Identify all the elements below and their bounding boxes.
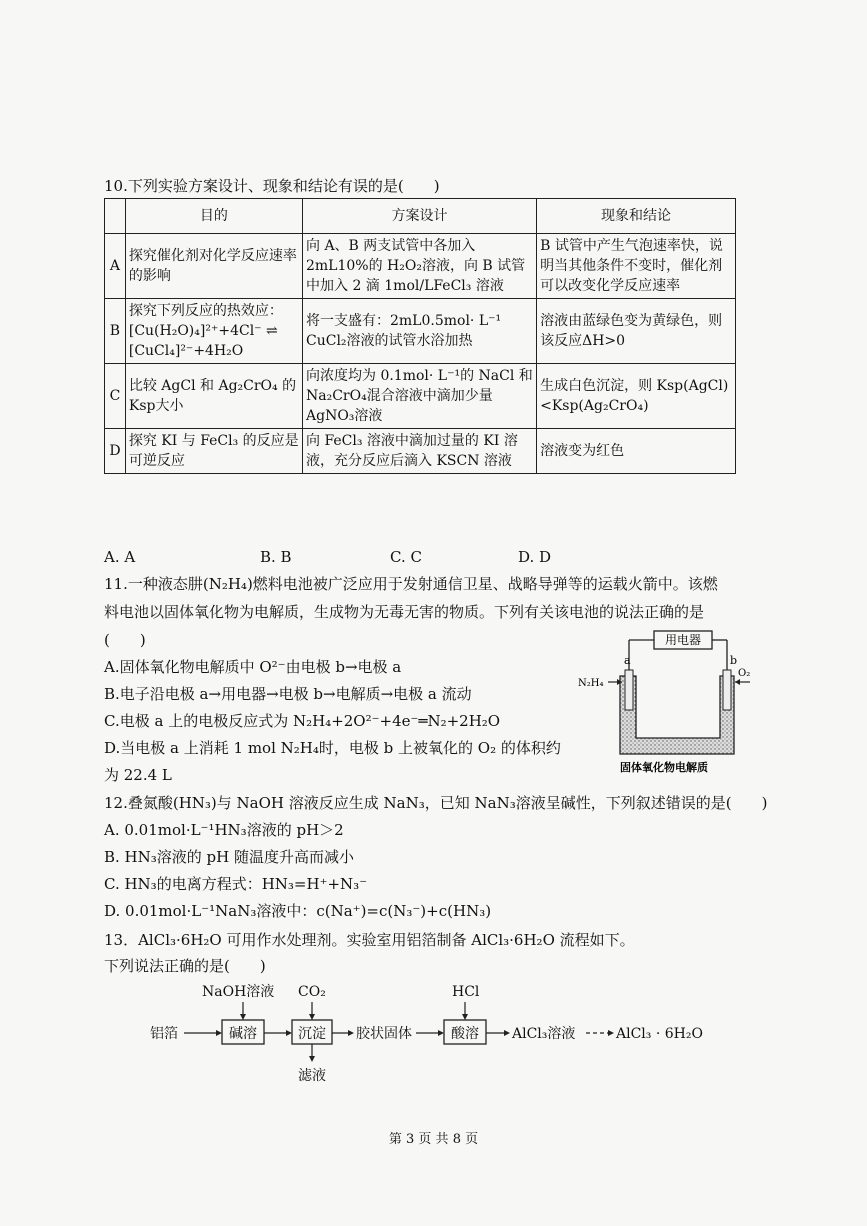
row-label: C: [105, 364, 126, 429]
q12-option-b: B. HN₃溶液的 pH 随温度升高而减小: [104, 848, 354, 866]
row-purpose: 探究 KI 与 FeCl₃ 的反应是可逆反应: [125, 429, 302, 474]
flow-box2-label: 沉淀: [298, 1026, 326, 1042]
q12-stem: 12.叠氮酸(HN₃)与 NaOH 溶液反应生成 NaN₃，已知 NaN₃溶液呈碱性，下列叙述错误的是( ): [104, 794, 768, 812]
row-design: 向浓度均为 0.1mol· L⁻¹的 NaCl 和 Na₂CrO₄混合溶液中滴加少量AgNO₃溶液: [303, 364, 537, 429]
table-row: [105, 364, 736, 429]
o2-arrowhead-icon: [735, 679, 740, 685]
row-label: A: [105, 234, 126, 299]
q10-option-a: A. A: [104, 548, 136, 566]
row-label: B: [105, 299, 126, 364]
fuel-cell-diagram: [574, 628, 754, 778]
q10-option-c: C. C: [390, 548, 422, 566]
flow-start: 铝箔: [150, 1026, 178, 1042]
row-result: 溶液变为红色: [537, 429, 736, 474]
header-design: 方案设计: [303, 199, 537, 234]
q11-option-c: C.电极 a 上的电极反应式为 N₂H₄+2O²⁻+4e⁻═N₂+2H₂O: [104, 712, 501, 730]
table-header-row: [105, 199, 736, 234]
flow-arrowhead-icon: [240, 1014, 246, 1020]
flow-arrowhead-icon: [309, 1014, 315, 1020]
device-label: 用电器: [664, 633, 702, 647]
electrode-a-label: a: [624, 654, 631, 667]
row-design: 向 FeCl₃ 溶液中滴加过量的 KI 溶液，充分反应后滴入 KSCN 溶液: [303, 429, 537, 474]
electrode-a: [625, 670, 633, 710]
electrode-b-label: b: [730, 654, 738, 667]
q11-option-a: A.固体氧化物电解质中 O²⁻由电极 b→电极 a: [104, 658, 402, 676]
flow-filtrate: 滤液: [298, 1068, 326, 1084]
page-footer: 第 3 页 共 8 页: [388, 1132, 479, 1147]
q10-table: [104, 198, 736, 474]
table-row: [105, 429, 736, 474]
header-result: 现象和结论: [537, 199, 736, 234]
table-corner-cell: [105, 199, 126, 234]
flow-arrowhead-icon: [608, 1030, 614, 1036]
q12-option-c: C. HN₃的电离方程式：HN₃=H⁺+N₃⁻: [104, 875, 368, 893]
flow-arrowhead-icon: [462, 1014, 468, 1020]
diagram-caption: 固体氧化物电解质: [620, 761, 708, 774]
row-result: 生成白色沉淀，则 Ksp(AgCl)<Ksp(Ag₂CrO₄): [537, 364, 736, 429]
electrolyte-vessel: [620, 676, 734, 754]
row-result: 溶液由蓝绿色变为黄绿色，则该反应ΔH>0: [537, 299, 736, 364]
q11-option-d-line1: D.当电极 a 上消耗 1 mol N₂H₄时，电极 b 上被氧化的 O₂ 的体积约: [104, 739, 561, 757]
flow-reagent1: NaOH溶液: [202, 984, 275, 1000]
flow-reagent2: CO₂: [298, 984, 326, 1000]
row-result: B 试管中产生气泡速率快，说明当其他条件不变时，催化剂可以改变化学反应速率: [537, 234, 736, 299]
q11-option-b: B.电子沿电极 a→用电器→电极 b→电解质→电极 a 流动: [104, 685, 472, 703]
q13-flowchart: [150, 978, 750, 1090]
n2h4-input-label: N₂H₄: [578, 678, 604, 689]
row-purpose: 探究催化剂对化学反应速率的影响: [125, 234, 302, 299]
q10-option-b: B. B: [260, 548, 292, 566]
q13-stem-line2: 下列说法正确的是( ): [104, 957, 266, 975]
flow-product2: AlCl₃ · 6H₂O: [616, 1026, 703, 1042]
flow-arrowhead-icon: [216, 1030, 222, 1036]
flow-box3-label: 酸溶: [451, 1026, 479, 1042]
q11-stem-line3: ( ): [104, 631, 146, 649]
q12-option-d: D. 0.01mol·L⁻¹NaN₃溶液中：c(Na⁺)=c(N₃⁻)+c(HN₃): [104, 902, 492, 920]
flow-mid: 胶状固体: [356, 1026, 412, 1042]
q10-option-d: D. D: [518, 548, 552, 566]
row-design: 将一支盛有：2mL0.5mol· L⁻¹ CuCl₂溶液的试管水浴加热: [303, 299, 537, 364]
flow-arrowhead-icon: [286, 1030, 292, 1036]
flow-box1-label: 碱溶: [229, 1026, 257, 1042]
flow-arrowhead-icon: [348, 1030, 354, 1036]
o2-input-label: O₂: [738, 668, 751, 679]
q11-option-d-line2: 为 22.4 L: [104, 766, 172, 784]
row-label: D: [105, 429, 126, 474]
row-purpose: 比较 AgCl 和 Ag₂CrO₄ 的Ksp大小: [125, 364, 302, 429]
electrode-b: [723, 670, 731, 710]
q11-stem-line1: 11.一种液态肼(N₂H₄)燃料电池被广泛应用于发射通信卫星、战略导弹等的运载火箭中。该燃: [104, 575, 718, 593]
flow-arrowhead-icon: [438, 1030, 444, 1036]
flow-reagent3: HCl: [452, 984, 480, 1000]
q10-stem: 10.下列实验方案设计、现象和结论有误的是( ): [104, 177, 440, 195]
row-purpose: 探究下列反应的热效应：[Cu(H₂O)₄]²⁺+4Cl⁻ ⇌ [CuCl₄]²⁻+4H₂O: [125, 299, 302, 364]
row-design: 向 A、B 两支试管中各加入2mL10%的 H₂O₂溶液，向 B 试管中加入 2 滴 1mol/LFeCl₃ 溶液: [303, 234, 537, 299]
q11-stem-line2: 料电池以固体氧化物为电解质，生成物为无毒无害的物质。下列有关该电池的说法正确的是: [104, 603, 705, 621]
flow-product1: AlCl₃溶液: [512, 1026, 576, 1042]
flow-arrowhead-icon: [309, 1056, 315, 1062]
flow-arrowhead-icon: [504, 1030, 510, 1036]
q12-option-a: A. 0.01mol·L⁻¹HN₃溶液的 pH＞2: [104, 821, 344, 839]
table-row: [105, 299, 736, 364]
header-purpose: 目的: [125, 199, 302, 234]
q13-stem-line1: 13．AlCl₃·6H₂O 可用作水处理剂。实验室用铝箔制备 AlCl₃·6H₂O 流程如下。: [104, 931, 635, 949]
table-row: [105, 234, 736, 299]
